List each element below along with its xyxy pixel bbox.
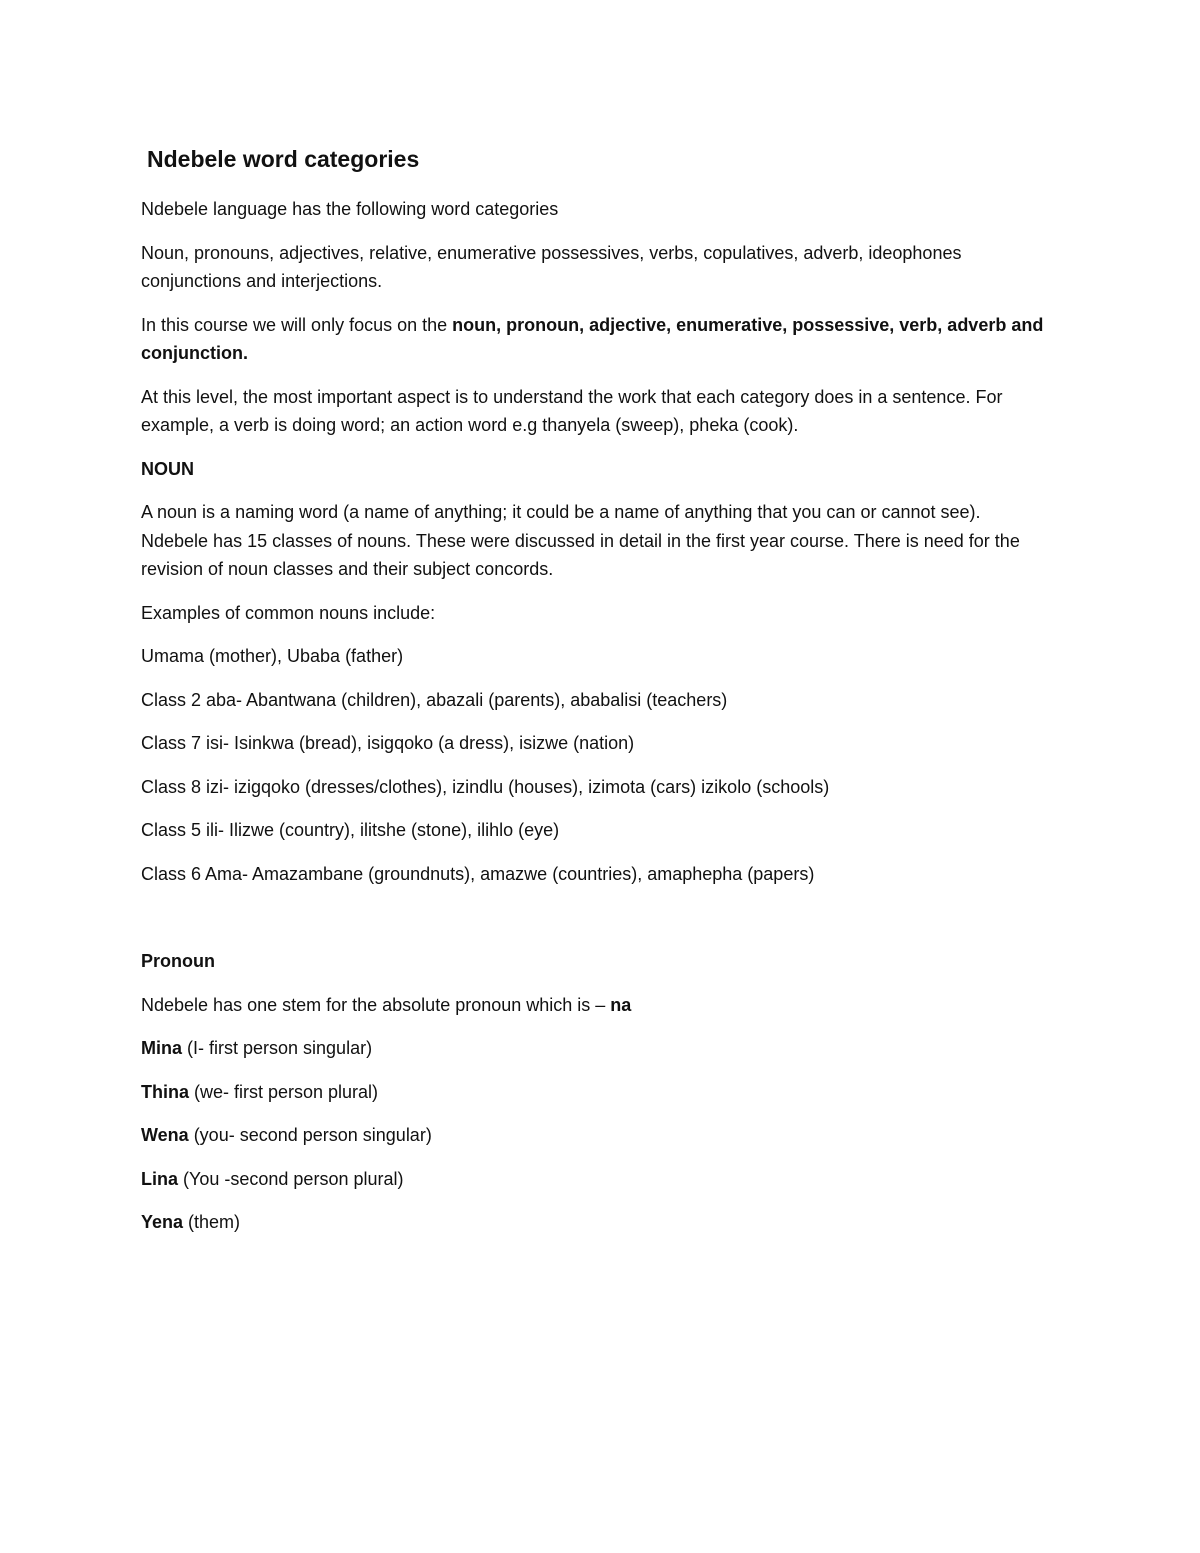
pronoun-heading: Pronoun xyxy=(141,951,215,971)
focus-suffix: . xyxy=(243,343,249,363)
section-spacer xyxy=(141,903,1051,947)
noun-example: Umama (mother), Ubaba (father) xyxy=(141,646,404,666)
pronoun-gloss: (You -second person plural) xyxy=(178,1168,404,1189)
pronoun-gloss: (I- first person singular) xyxy=(182,1038,373,1058)
category-list-paragraph: Noun, pronouns, adjectives, relative, enumerative possessives, verbs, copulatives, adverb, ideophones conjunctions and interjections. xyxy=(141,242,962,291)
pronoun-gloss: (you- second person singular) xyxy=(188,1125,432,1145)
aspect-paragraph: At this level, the most important aspect is to understand the work that each category does in a sentence. For example, a verb is doing word; an action word e.g thanyela (sweep), pheka (cook). xyxy=(141,386,1003,435)
pronoun-stem-text: Ndebele has one stem for the absolute pronoun which is – xyxy=(141,994,611,1015)
pronoun-word: Yena xyxy=(141,1212,184,1232)
pronoun-stem-bold: na xyxy=(610,994,632,1015)
pronoun-item xyxy=(141,1165,1051,1194)
pronoun-item xyxy=(141,1208,1051,1237)
noun-example: Class 5 ili- Ilizwe (country), ilitshe (stone), ilihlo (eye) xyxy=(141,820,560,840)
focus-categories: noun, pronoun, adjective, enumerative, possessive, verb, adverb and conjunction xyxy=(141,314,1044,363)
pronoun-stem-paragraph xyxy=(141,991,1051,1020)
noun-examples-intro: Examples of common nouns include: xyxy=(141,602,436,623)
pronoun-item xyxy=(141,1121,1051,1150)
pronoun-word: Thina xyxy=(141,1081,189,1102)
pronoun-word: Lina xyxy=(141,1168,179,1189)
noun-example: Class 7 isi- Isinkwa (bread), isigqoko (a dress), isizwe (nation) xyxy=(141,733,635,753)
document-body xyxy=(141,142,1051,1252)
page-title: Ndebele word categories xyxy=(147,146,420,172)
pronoun-word: Wena xyxy=(141,1125,189,1145)
pronoun-word: Mina xyxy=(141,1038,183,1058)
noun-example: Class 8 izi- izigqoko (dresses/clothes), izindlu (houses), izimota (cars) izikolo (schools) xyxy=(141,776,830,797)
focus-paragraph xyxy=(141,311,1051,368)
noun-example: Class 6 Ama- Amazambane (groundnuts), amazwe (countries), amaphepha (papers) xyxy=(141,863,815,884)
pronoun-gloss: (them) xyxy=(183,1212,241,1232)
pronoun-item xyxy=(141,1034,1051,1063)
noun-example: Class 2 aba- Abantwana (children), abazali (parents), ababalisi (teachers) xyxy=(141,689,728,710)
noun-definition-paragraph: A noun is a naming word (a name of anything; it could be a name of anything that you can or cannot see). Ndebele has 15 classes of nouns. These were discussed in detail in the first year course. There is need for the revision of noun classes and their subject concords. xyxy=(141,502,1020,579)
intro-paragraph: Ndebele language has the following word categories xyxy=(141,199,559,219)
pronoun-item xyxy=(141,1078,1051,1107)
pronoun-gloss: (we- first person plural) xyxy=(189,1081,379,1102)
noun-heading: NOUN xyxy=(141,458,194,479)
focus-prefix: In this course we will only focus on the xyxy=(141,314,453,335)
